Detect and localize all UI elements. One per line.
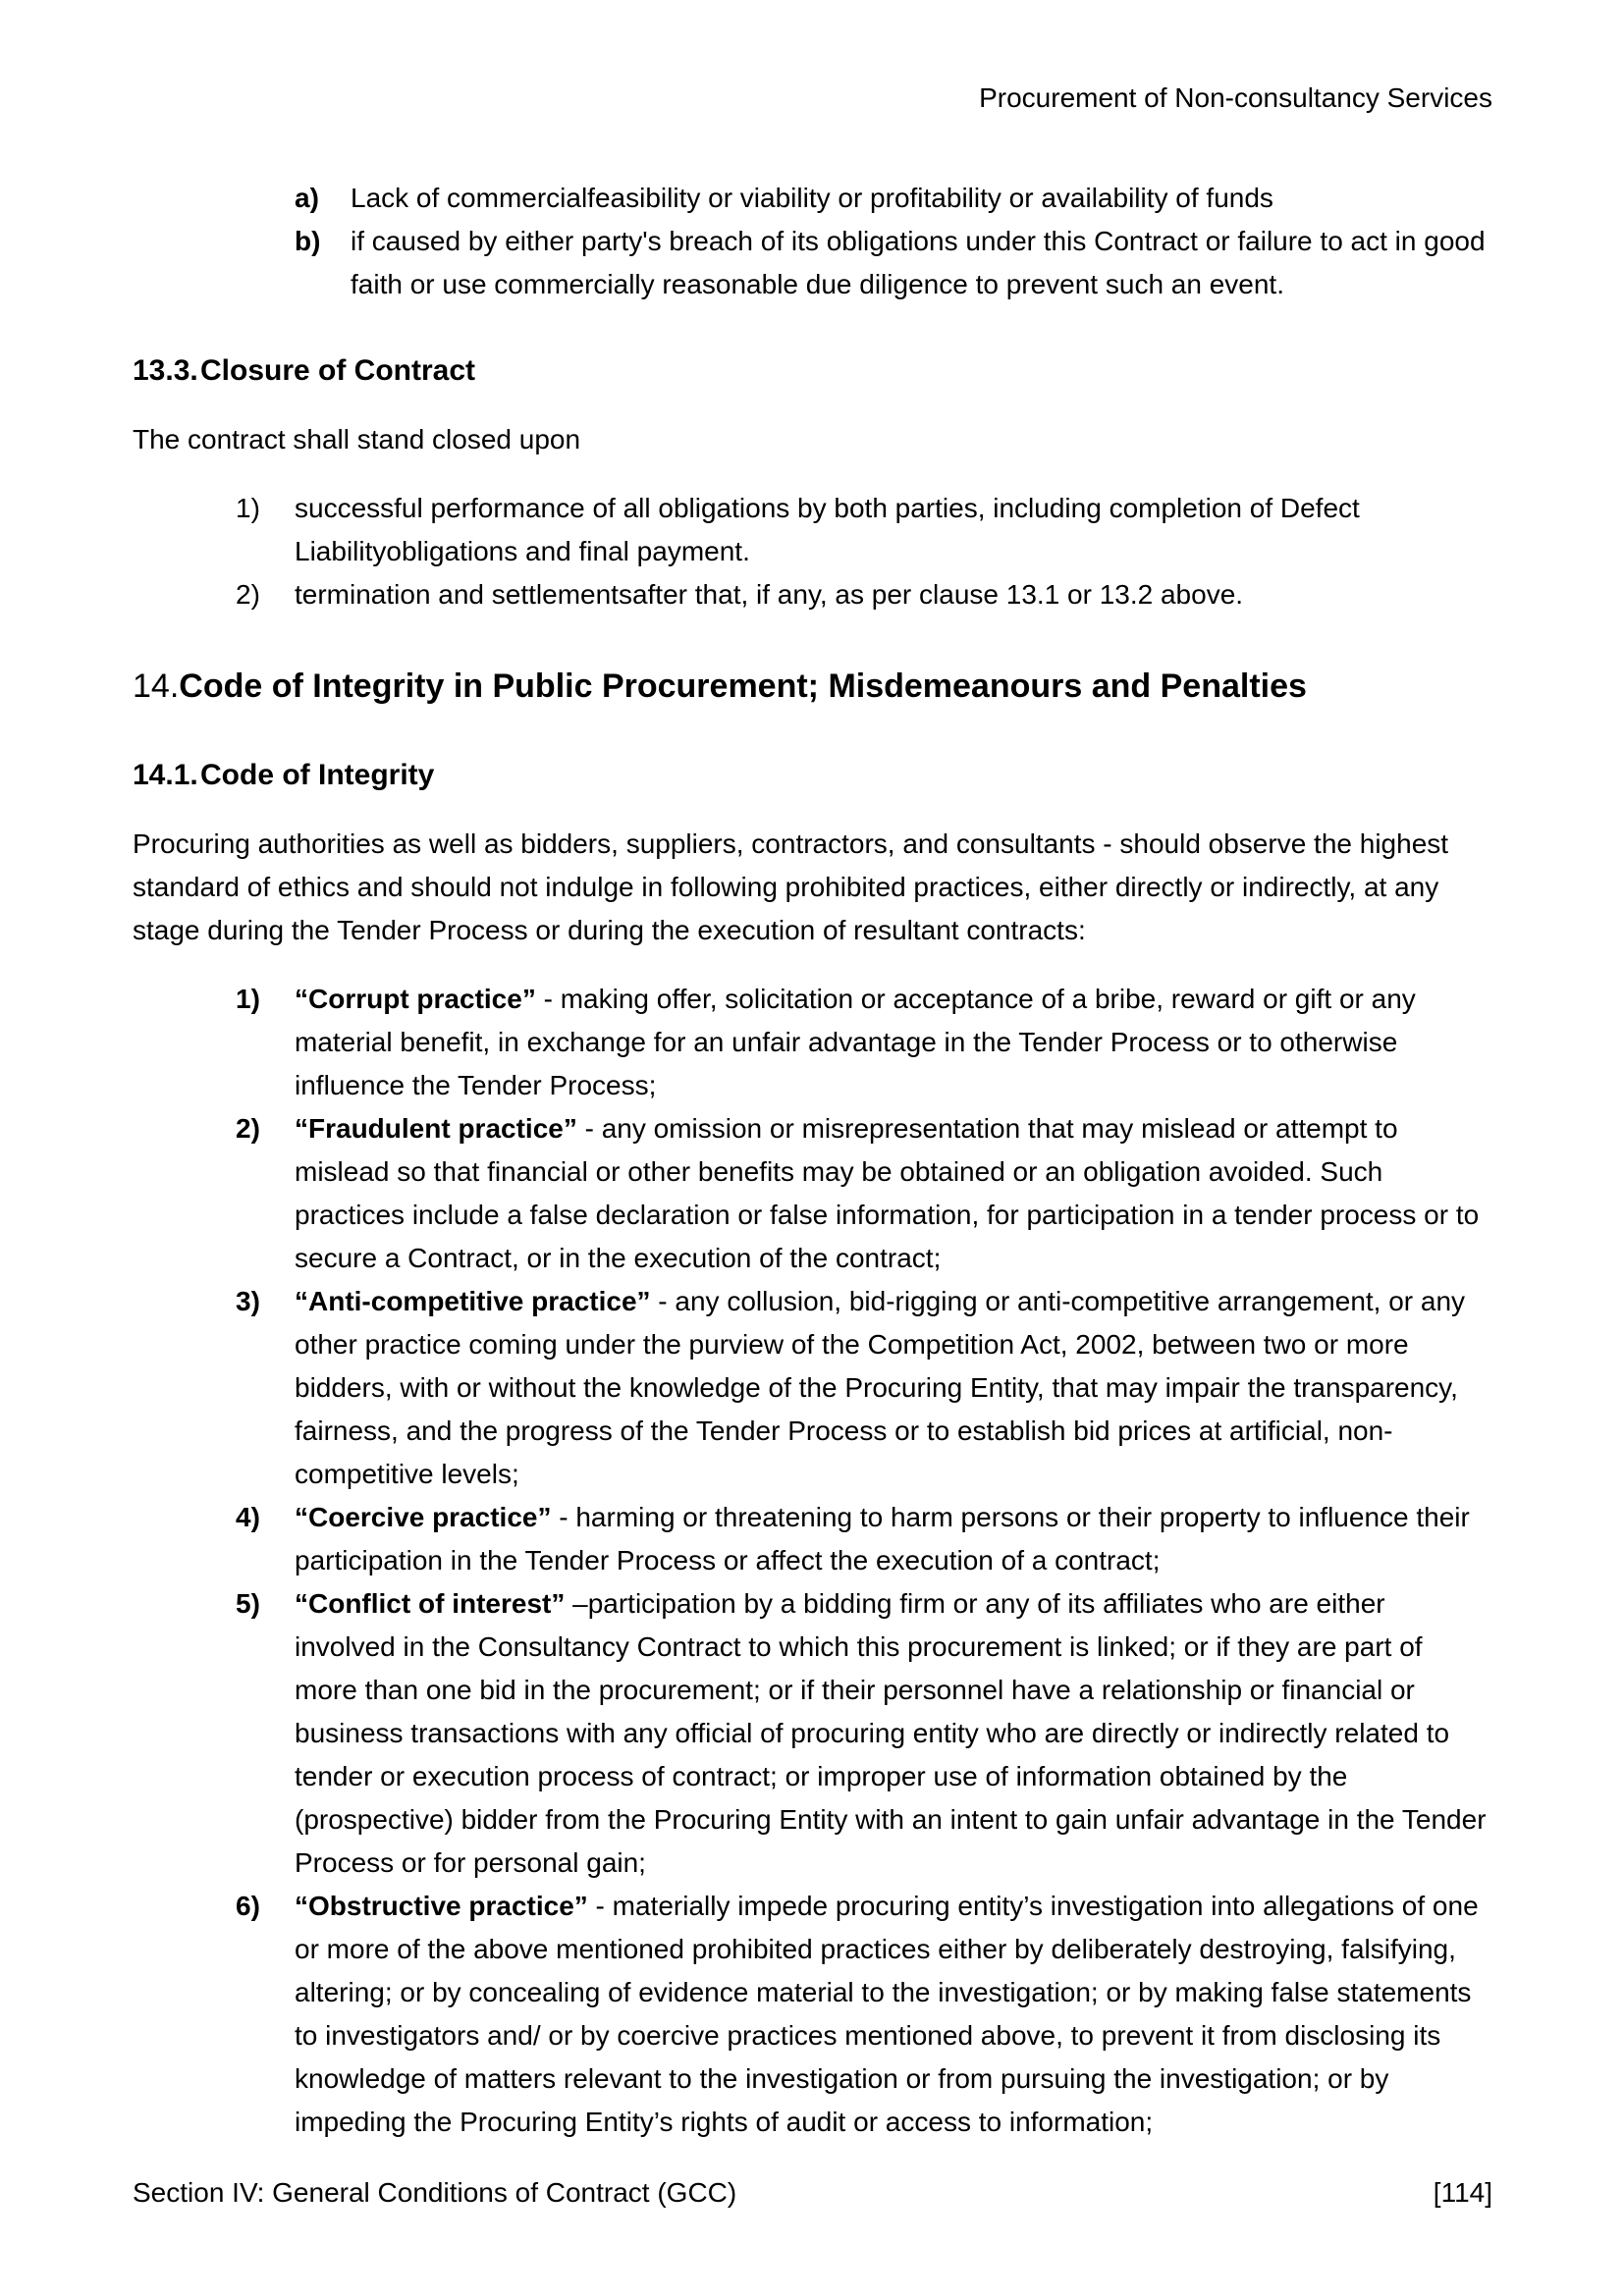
- practice-item: [236, 1885, 1492, 2144]
- code-of-integrity-paragraph: Procuring authorities as well as bidders, suppliers, contractors, and consultants - should observe the highest standard of ethics and should not indulge in following prohibited practices, either directly or indirectly, at any stage during the Tender Process or during the execution of resultant contracts:: [133, 828, 1449, 945]
- list-marker: 2): [236, 1113, 260, 1144]
- section-heading-14-1: [133, 754, 1492, 797]
- list-item: [236, 487, 1492, 573]
- practice-term: “Corrupt practice”: [295, 984, 536, 1014]
- heading-title: Closure of Contract: [200, 354, 476, 387]
- list-marker: a): [295, 183, 319, 213]
- page-header: Procurement of Non-consultancy Services: [979, 82, 1492, 113]
- list-marker: 6): [236, 1891, 260, 1921]
- list-item: [236, 573, 1492, 616]
- heading-number: 14.: [133, 667, 180, 705]
- practice-definition: –participation by a bidding firm or any of its affiliates who are either involved in the Consultancy Contract to which this procurement is linked; or if they are part of more than one bid in the procurement; or if their personnel have a relationship or financial or business transactions with any official of procuring entity who are directly or indirectly related to tender or execution process of contract; or improper use of information obtained by the (prospective) bidder from the Procuring Entity with an intent to gain unfair advantage in the Tender Process or for personal gain;: [295, 1588, 1487, 1878]
- practice-term: “Coercive practice”: [295, 1502, 552, 1532]
- list-item-text: successful performance of all obligations by both parties, including completion of Defect Liabilityobligations and final payment.: [295, 493, 1360, 566]
- list-marker: 1): [236, 984, 260, 1014]
- practice-term: “Conflict of interest”: [295, 1588, 566, 1619]
- practice-text: [295, 1280, 1492, 1496]
- practice-text: [295, 1582, 1492, 1885]
- closure-list: [236, 487, 1492, 616]
- closure-intro-paragraph: The contract shall stand closed upon: [133, 424, 581, 454]
- practice-term: “Fraudulent practice”: [295, 1113, 577, 1144]
- practice-definition: - any omission or misrepresentation that may mislead or attempt to mislead so that financial or other benefits may be obtained or an obligation avoided. Such practices include a false declaration or false information, for participation in a tender process or to secure a Contract, or in the execution of the contract;: [295, 1113, 1480, 1273]
- practice-definition: - materially impede procuring entity’s investigation into allegations of one or more of the above mentioned prohibited practices either by deliberately destroying, falsifying, altering; or by concealing of evidence material to the investigation; or by making false statements to investigators and/ or by coercive practices mentioned above, to prevent it from disclosing its knowledge of matters relevant to the investigation or from pursuing the investigation; or by impeding the Procuring Entity’s rights of audit or access to information;: [295, 1891, 1479, 2137]
- practice-item: [236, 1496, 1492, 1582]
- practice-text: [295, 1107, 1492, 1280]
- list-item-text: if caused by either party's breach of its obligations under this Contract or failure to act in good faith or use commercially reasonable due diligence to prevent such an event.: [351, 226, 1486, 299]
- heading-title: Code of Integrity in Public Procurement; Misdemeanours and Penalties: [179, 667, 1307, 705]
- practice-term: “Anti-competitive practice”: [295, 1286, 651, 1316]
- exceptions-list: [295, 177, 1492, 306]
- list-item-text: Lack of commercialfeasibility or viability or profitability or availability of funds: [351, 183, 1273, 213]
- heading-title: Code of Integrity: [200, 759, 435, 791]
- heading-number: 14.1.: [133, 759, 198, 791]
- practice-text: [295, 1885, 1492, 2144]
- footer-page-number: [114]: [1433, 2177, 1492, 2208]
- section-heading-14: [133, 662, 1492, 711]
- practice-term: “Obstructive practice”: [295, 1891, 588, 1921]
- page-footer: [133, 2171, 1492, 2215]
- footer-section-label: Section IV: General Conditions of Contract (GCC): [133, 2177, 737, 2208]
- list-marker: 2): [236, 579, 260, 610]
- list-item: [295, 220, 1492, 306]
- practice-text: [295, 978, 1492, 1107]
- list-item-text: termination and settlementsafter that, if any, as per clause 13.1 or 13.2 above.: [295, 579, 1244, 610]
- list-marker: b): [295, 226, 321, 256]
- list-marker: 5): [236, 1588, 260, 1619]
- prohibited-practices-list: [236, 978, 1492, 2144]
- list-item: [295, 177, 1492, 220]
- practice-definition: - harming or threatening to harm persons or their property to influence their participation in the Tender Process or affect the execution of a contract;: [295, 1502, 1470, 1575]
- practice-text: [295, 1496, 1492, 1582]
- practice-item: [236, 1582, 1492, 1885]
- practice-item: [236, 1107, 1492, 1280]
- list-marker: 4): [236, 1502, 260, 1532]
- practice-definition: - making offer, solicitation or acceptance of a bribe, reward or gift or any material benefit, in exchange for an unfair advantage in the Tender Process or to otherwise influence the Tender Process;: [295, 984, 1416, 1100]
- list-marker: 1): [236, 493, 260, 523]
- section-heading-13-3: [133, 349, 1492, 393]
- practice-definition: - any collusion, bid-rigging or anti-competitive arrangement, or any other practice coming under the purview of the Competition Act, 2002, between two or more bidders, with or without the knowledge of the Procuring Entity, that may impair the transparency, fairness, and the progress of the Tender Process or to establish bid prices at artificial, non-competitive levels;: [295, 1286, 1466, 1489]
- heading-number: 13.3.: [133, 354, 198, 387]
- list-marker: 3): [236, 1286, 260, 1316]
- practice-item: [236, 1280, 1492, 1496]
- practice-item: [236, 978, 1492, 1107]
